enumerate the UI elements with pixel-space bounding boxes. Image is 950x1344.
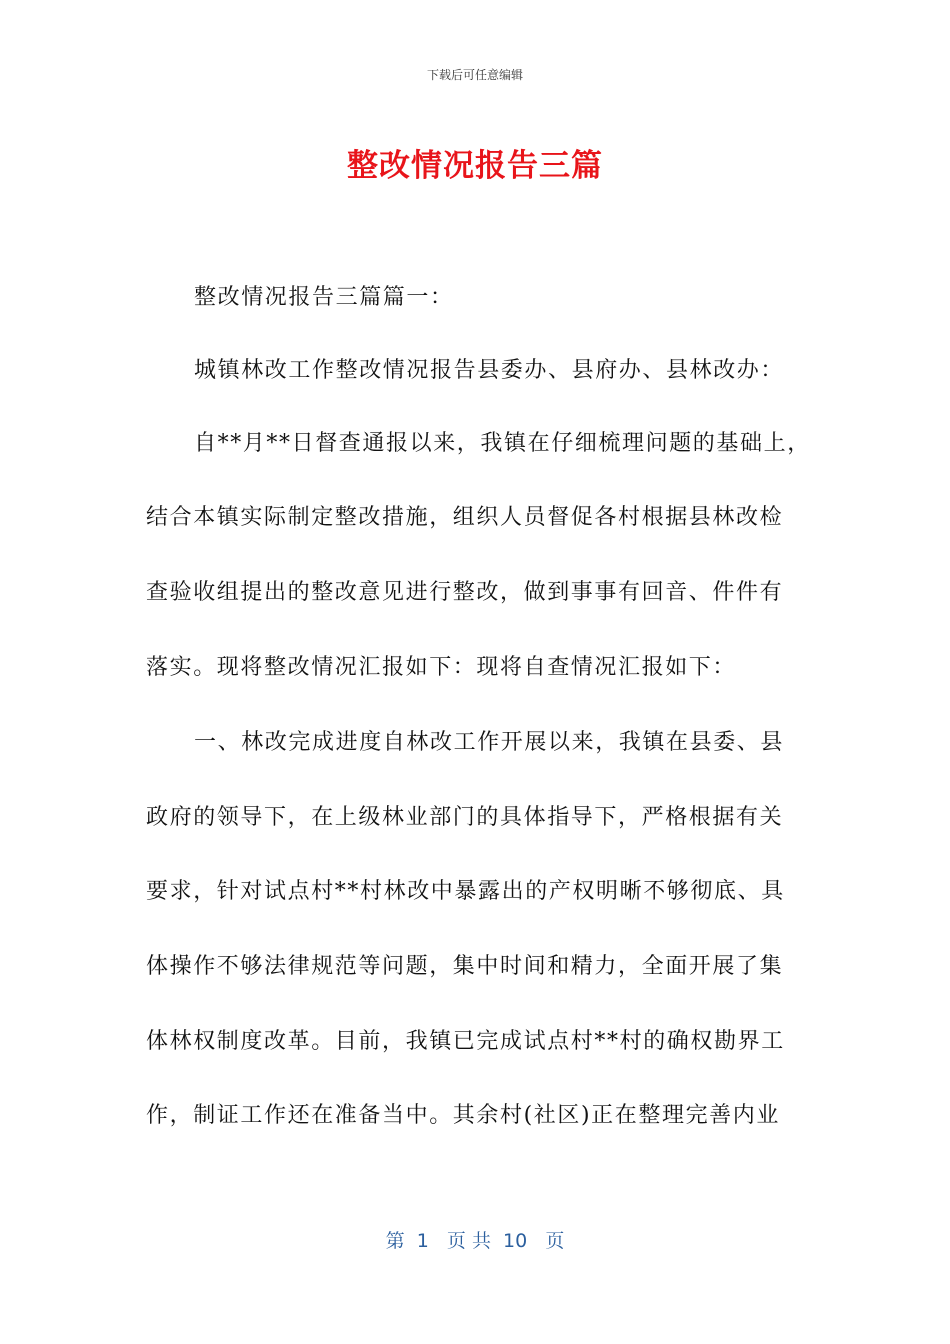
paragraph-line: 整改情况报告三篇篇一： (194, 285, 454, 310)
paragraph-line: 一、林改完成进度自林改工作开展以来，我镇在县委、县 (194, 730, 785, 755)
paragraph-line: 体操作不够法律规范等问题，集中时间和精力，全面开展了集 (146, 954, 784, 979)
paragraph-line: 作，制证工作还在准备当中。其余村(社区)正在整理完善内业 (146, 1103, 780, 1128)
paragraph-line: 查验收组提出的整改意见进行整改，做到事事有回音、件件有 (146, 580, 784, 605)
paragraph-line: 结合本镇实际制定整改措施，组织人员督促各村根据县林改检 (146, 505, 784, 530)
paragraph-line: 城镇林改工作整改情况报告县委办、县府办、县林改办： (194, 358, 785, 383)
header-note: 下载后可任意编辑 (426, 68, 523, 82)
document-title: 整改情况报告三篇 (347, 148, 603, 184)
paragraph-line: 政府的领导下，在上级林业部门的具体指导下，严格根据有关 (146, 805, 784, 830)
page-footer: 第 1 页 共 10 页 (385, 1230, 565, 1252)
paragraph-line: 体林权制度改革。目前，我镇已完成试点村**村的确权勘界工 (146, 1029, 785, 1054)
paragraph-line: 落实。现将整改情况汇报如下：现将自查情况汇报如下： (146, 655, 737, 680)
paragraph-line: 要求，针对试点村**村林改中暴露出的产权明晰不够彻底、具 (146, 879, 785, 904)
paragraph-line: 自**月**日督查通报以来，我镇在仔细梳理问题的基础上， (194, 431, 811, 456)
